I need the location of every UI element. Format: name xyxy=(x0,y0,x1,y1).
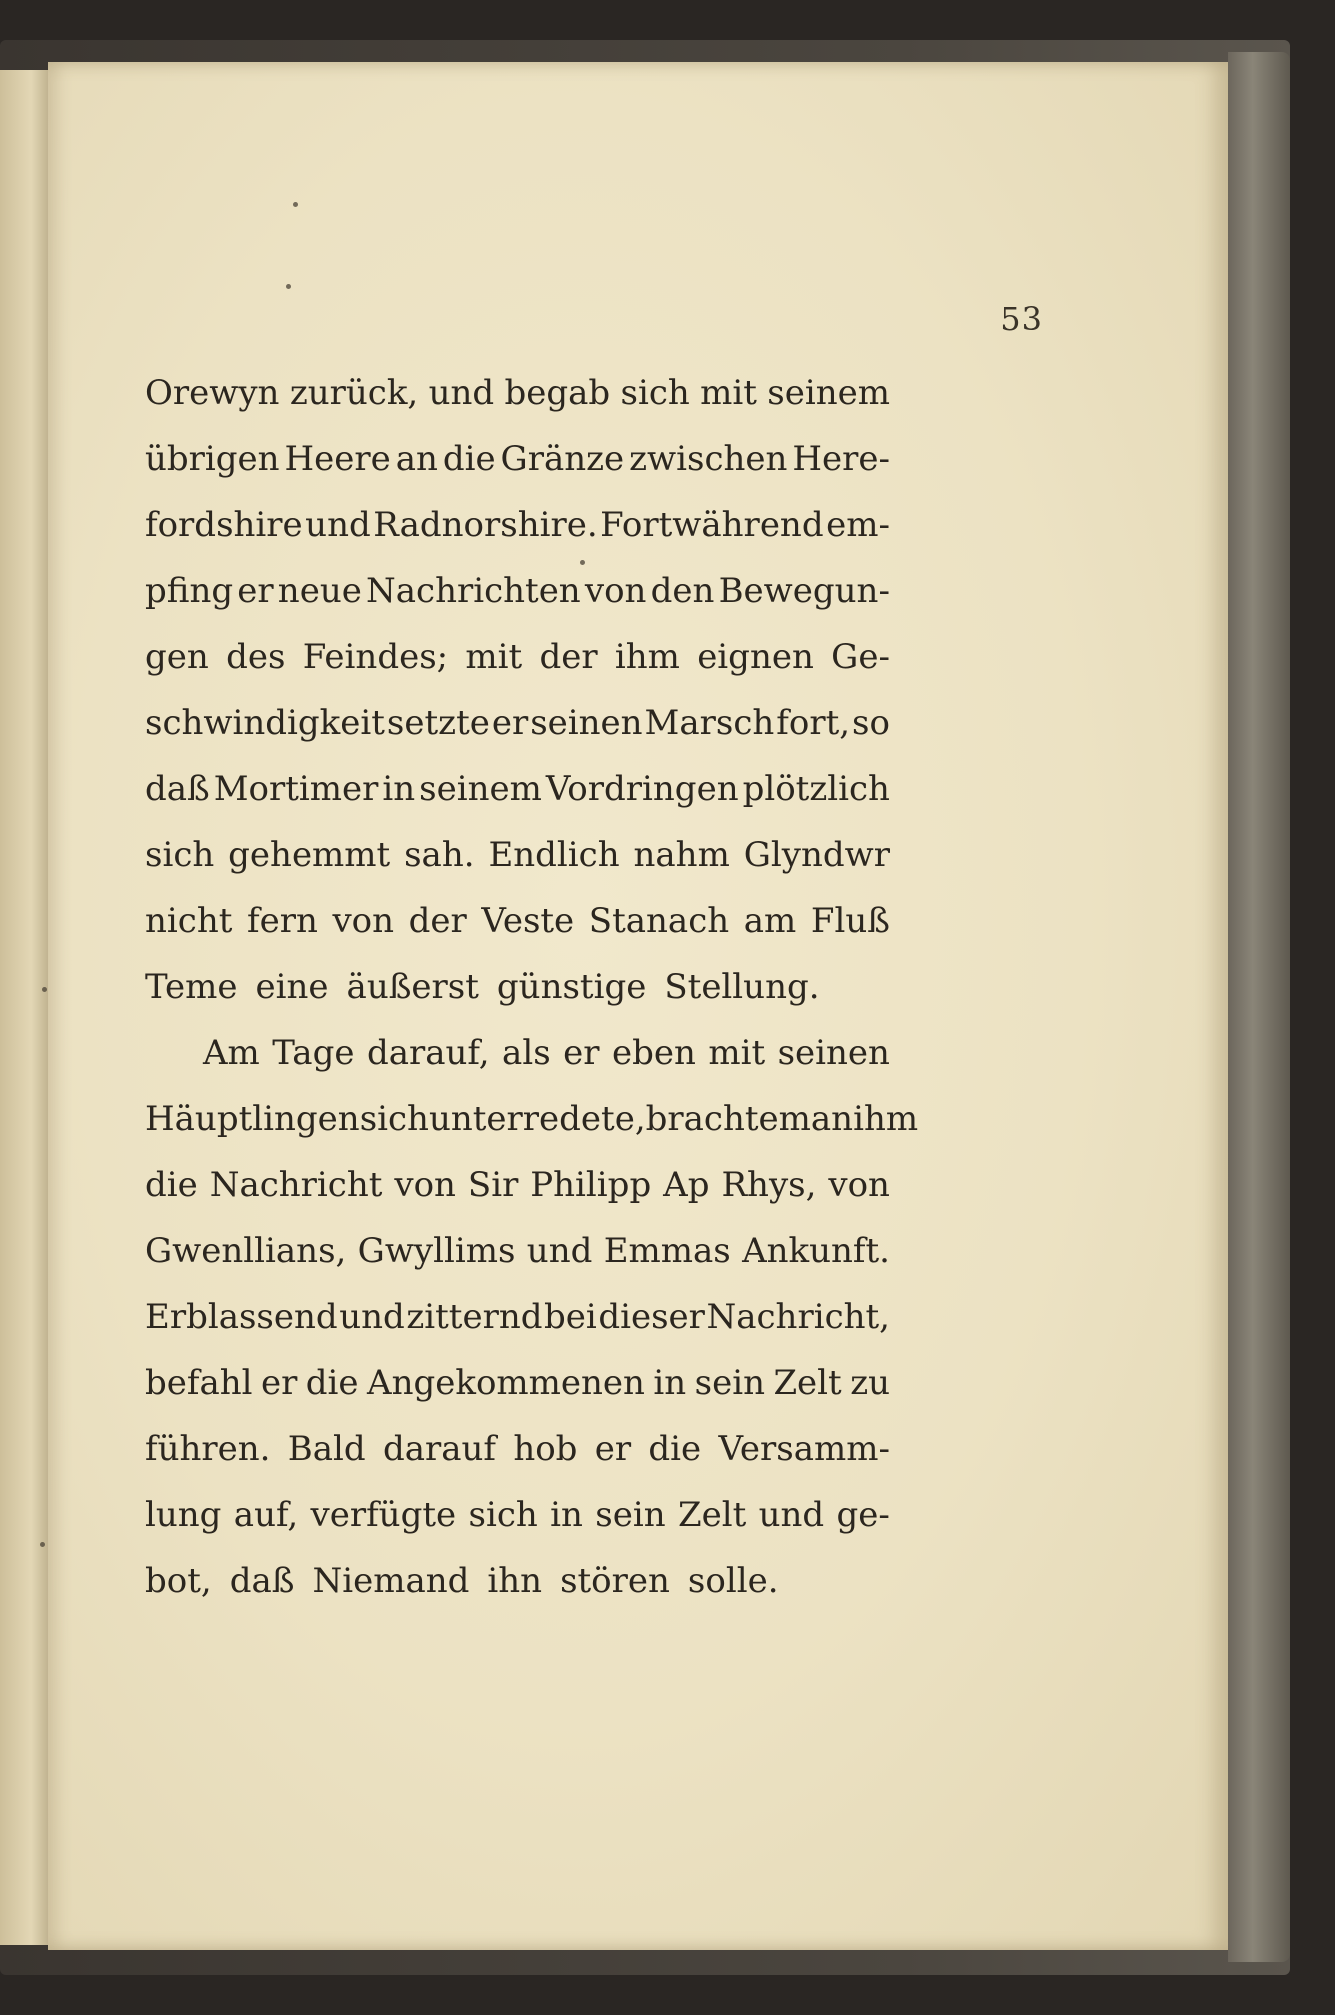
text-line: führen. Bald darauf hob er die Versamm- xyxy=(145,1429,890,1469)
text-line: daß Mortimer in seinem Vordringen plötzlich xyxy=(145,769,890,809)
text-line: Erblassend und zitternd bei dieser Nachricht, xyxy=(145,1297,890,1337)
text-line: fordshire und Radnorshire. Fortwährend em- xyxy=(145,505,890,545)
text-line: schwindigkeit setzte er seinen Marsch fort, so xyxy=(145,703,890,743)
text-line: Orewyn zurück, und begab sich mit seinem xyxy=(145,373,890,413)
text-line: Gwenllians, Gwyllims und Emmas Ankunft. xyxy=(145,1231,890,1271)
text-line: befahl er die Angekommenen in sein Zelt zu xyxy=(145,1363,890,1403)
body-text xyxy=(145,360,919,1614)
text-line: die Nachricht von Sir Philipp Ap Rhys, von xyxy=(145,1165,890,1205)
book-board-edge xyxy=(1228,52,1290,1962)
text-line: Am Tage darauf, als er eben mit seinen xyxy=(203,1033,890,1073)
text-line: nicht fern von der Veste Stanach am Fluß xyxy=(145,901,890,941)
text-line: übrigen Heere an die Gränze zwischen Here- xyxy=(145,439,890,479)
ink-speck xyxy=(286,284,291,289)
text-line: sich gehemmt sah. Endlich nahm Glyndwr xyxy=(145,835,890,875)
facing-page-edge xyxy=(0,70,52,1945)
ink-speck xyxy=(293,202,298,207)
text-line: Teme eine äußerst günstige Stellung. xyxy=(145,967,820,1007)
text-line: gen des Feindes; mit der ihm eignen Ge- xyxy=(145,637,890,677)
ink-speck xyxy=(42,987,47,992)
page-number: 53 xyxy=(1000,300,1043,338)
ink-speck xyxy=(40,1542,45,1547)
text-line: lung auf, verfügte sich in sein Zelt und ge- xyxy=(145,1495,890,1535)
text-line: pfing er neue Nachrichten von den Bewegun- xyxy=(145,571,890,611)
text-line: Häuptlingen sich unterredete, brachte man ihm xyxy=(145,1099,919,1139)
text-line: bot, daß Niemand ihn stören solle. xyxy=(145,1561,779,1601)
